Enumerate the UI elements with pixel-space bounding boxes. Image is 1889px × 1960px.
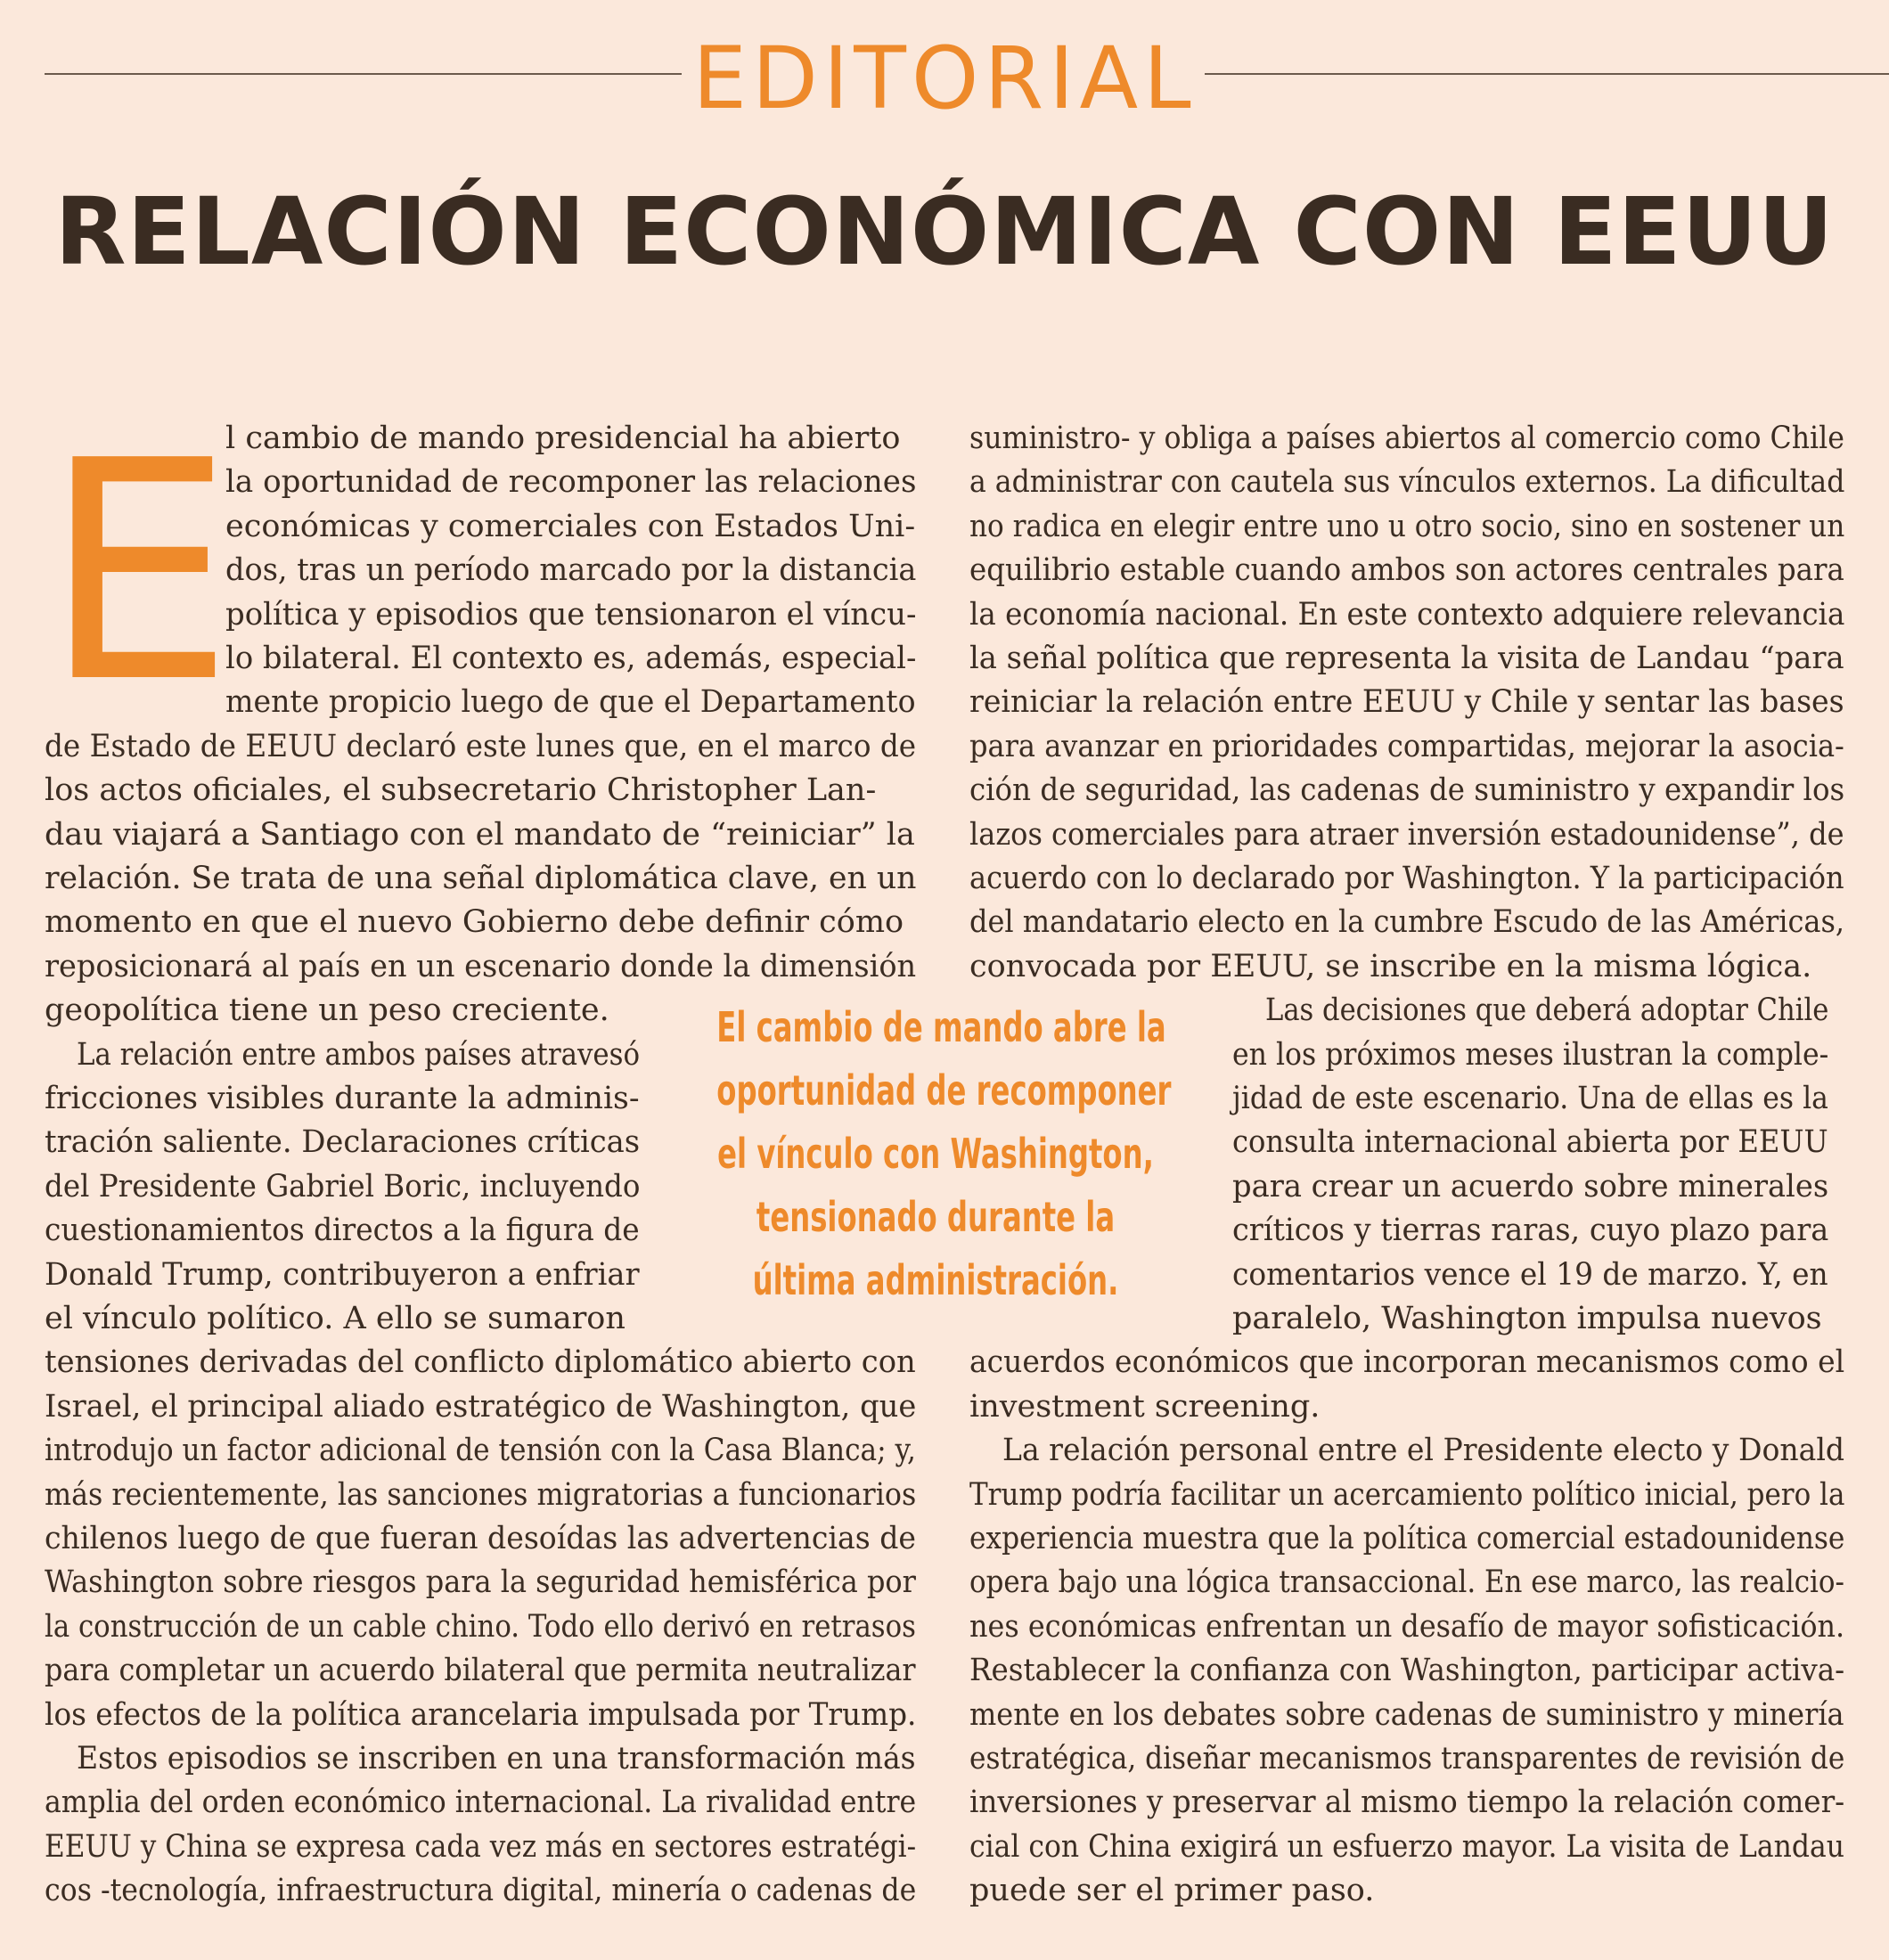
article-line: los efectos de la política arancelaria impulsada por Trump. bbox=[45, 1696, 917, 1733]
section-label: EDITORIAL bbox=[692, 29, 1197, 128]
article-line: política y episodios que tensionaron el víncu- bbox=[225, 596, 917, 633]
article-line: los actos oficiales, el subsecretario Christopher Lan- bbox=[45, 772, 877, 809]
article-line: amplia del orden económico internacional. La rivalidad entre bbox=[45, 1784, 917, 1821]
article-line: convocada por EEUU, se inscribe en la misma lógica. bbox=[969, 948, 1812, 984]
article-line: nes económicas enfrentan un desafío de mayor sofisticación. bbox=[969, 1608, 1845, 1645]
article-line: inversiones y preservar al mismo tiempo la relación comer- bbox=[969, 1784, 1845, 1821]
article-line: dos, tras un período marcado por la distancia bbox=[225, 552, 917, 589]
article-line: de Estado de EEUU declaró este lunes que, en el marco de bbox=[45, 728, 917, 764]
article-line: puede ser el primer paso. bbox=[969, 1873, 1375, 1909]
article-line: fricciones visibles durante la adminis- bbox=[45, 1081, 640, 1116]
pull-quote bbox=[716, 996, 1172, 1312]
article-line: lo bilateral. El contexto es, además, especial- bbox=[225, 641, 917, 676]
article-line: tración saliente. Declaraciones críticas bbox=[45, 1124, 641, 1161]
pull-quote-line: oportunidad de recomponer bbox=[716, 1066, 1172, 1115]
article-line: cial con China exigirá un esfuerzo mayor. La visita de Landau bbox=[969, 1828, 1844, 1865]
article-line: cuestionamientos directos a la figura de bbox=[45, 1213, 640, 1249]
article-line: Trump podría facilitar un acercamiento político inicial, pero la bbox=[969, 1476, 1845, 1513]
article-line: a administrar con cautela sus vínculos externos. La dificultad bbox=[969, 464, 1845, 501]
drop-cap: E bbox=[43, 396, 234, 749]
article-line: críticos y tierras raras, cuyo plazo para bbox=[1232, 1213, 1829, 1249]
editorial-headline: RELACIÓN ECONÓMICA CON EEUU bbox=[54, 177, 1835, 286]
article-line: económicas y comerciales con Estados Uni- bbox=[225, 508, 916, 544]
article-line: acuerdos económicos que incorporan mecanismos como el bbox=[969, 1344, 1845, 1381]
article-line: para avanzar en prioridades compartidas, mejorar la asocia- bbox=[969, 728, 1844, 764]
article-line: chilenos luego de que fueran desoídas las advertencias de bbox=[45, 1521, 917, 1556]
article-line: del Presidente Gabriel Boric, incluyendo bbox=[45, 1168, 641, 1205]
article-line: Donald Trump, contribuyeron a enfriar bbox=[45, 1256, 640, 1293]
article-line: l cambio de mando presidencial ha abierto bbox=[225, 421, 901, 456]
pull-quote-line: el vínculo con Washington, bbox=[717, 1130, 1154, 1178]
article-line: reposicionará al país en un escenario donde la dimensión bbox=[45, 948, 917, 984]
article-line: dau viajará a Santiago con el mandato de “reiniciar” la bbox=[45, 816, 915, 853]
article-line: introdujo un factor adicional de tensión con la Casa Blanca; y, bbox=[45, 1433, 916, 1469]
article-line: La relación entre ambos países atravesó bbox=[77, 1036, 641, 1073]
article-line: no radica en elegir entre uno u otro socio, sino en sostener un bbox=[969, 508, 1845, 544]
article-line: para completar un acuerdo bilateral que permita neutralizar bbox=[45, 1653, 916, 1689]
article-line: cos -tecnología, infraestructura digital, minería o cadenas de bbox=[45, 1873, 917, 1909]
article-line: investment screening. bbox=[969, 1388, 1321, 1425]
article-line: geopolítica tiene un peso creciente. bbox=[45, 992, 609, 1029]
article-line: opera bajo una lógica transaccional. En ese marco, las realcio- bbox=[969, 1564, 1844, 1601]
article-line: la señal política que representa la visita de Landau “para bbox=[969, 641, 1844, 676]
article-line: acuerdo con lo declarado por Washington. Y la participación bbox=[969, 861, 1844, 896]
article-line: Washington sobre riesgos para la seguridad hemisférica por bbox=[45, 1564, 916, 1601]
article-line: en los próximos meses ilustran la comple- bbox=[1232, 1036, 1829, 1073]
article-line: Estos episodios se inscriben en una transformación más bbox=[77, 1741, 916, 1776]
article-line: comentarios vence el 19 de marzo. Y, en bbox=[1232, 1256, 1828, 1293]
article-line: Las decisiones que deberá adoptar Chile bbox=[1265, 992, 1829, 1029]
article-line: reiniciar la relación entre EEUU y Chile y sentar las bases bbox=[969, 684, 1844, 721]
article-line: la economía nacional. En este contexto adquiere relevancia bbox=[969, 596, 1845, 633]
article-line: tensiones derivadas del conflicto diplomático abierto con bbox=[45, 1344, 916, 1381]
pull-quote-line: El cambio de mando abre la bbox=[716, 1003, 1166, 1051]
article-line: consulta internacional abierta por EEUU bbox=[1232, 1124, 1828, 1161]
article-line: momento en que el nuevo Gobierno debe definir cómo bbox=[45, 904, 904, 941]
article-line: relación. Se trata de una señal diplomática clave, en un bbox=[45, 861, 917, 896]
article-line: jidad de este escenario. Una de ellas es la bbox=[1232, 1081, 1828, 1116]
article-line: estratégica, diseñar mecanismos transparentes de revisión de bbox=[969, 1741, 1845, 1776]
article-line: Israel, el principal aliado estratégico de Washington, que bbox=[45, 1388, 917, 1425]
article-line: ción de seguridad, las cadenas de suministro y expandir los bbox=[969, 772, 1845, 809]
article-line: más recientemente, las sanciones migratorias a funcionarios bbox=[45, 1476, 917, 1513]
article-line: para crear un acuerdo sobre minerales bbox=[1232, 1168, 1829, 1205]
article-line: suministro- y obliga a países abiertos al comercio como Chile bbox=[969, 421, 1844, 456]
article-line: el vínculo político. A ello se sumaron bbox=[45, 1301, 626, 1336]
article-line: la oportunidad de recomponer las relaciones bbox=[225, 464, 917, 501]
article-line: Restablecer la confianza con Washington, participar activa- bbox=[969, 1653, 1845, 1689]
article-line: equilibrio estable cuando ambos son actores centrales para bbox=[969, 552, 1844, 589]
article-line: mente en los debates sobre cadenas de suministro y minería bbox=[969, 1696, 1844, 1733]
article-line: del mandatario electo en la cumbre Escudo de las Américas, bbox=[969, 904, 1845, 941]
article-line: la construcción de un cable chino. Todo ello derivó en retrasos bbox=[45, 1608, 916, 1645]
article-line: La relación personal entre el Presidente electo y Donald bbox=[1002, 1433, 1845, 1469]
article-line: EEUU y China se expresa cada vez más en sectores estratégi- bbox=[45, 1828, 917, 1865]
pull-quote-line: última administración. bbox=[752, 1256, 1119, 1304]
article-line: paralelo, Washington impulsa nuevos bbox=[1232, 1301, 1822, 1336]
pull-quote-line: tensionado durante la bbox=[756, 1193, 1116, 1241]
article-line: experiencia muestra que la política comercial estadounidense bbox=[969, 1521, 1845, 1556]
article-line: mente propicio luego de que el Departamento bbox=[225, 684, 916, 721]
article-line: lazos comerciales para atraer inversión estadounidense”, de bbox=[969, 816, 1844, 853]
